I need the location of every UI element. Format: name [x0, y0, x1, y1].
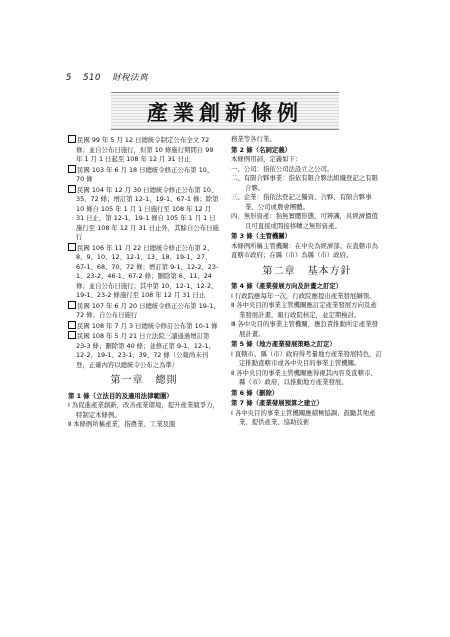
article-heading: 第 7 條（產業發展預算之建立）: [231, 399, 323, 407]
definition-item: 三、企業：指依法登記之獨資、合夥、有限合夥事業、公司或農會團體。: [231, 193, 372, 211]
article-paragraph: Ⅱ 本條例所稱產業，指農業、工業及服: [68, 420, 176, 428]
right-column: [231, 135, 383, 428]
paragraph-marker-icon: Ⅰ: [231, 349, 233, 358]
history-entry: 民國 107 年 6 月 20 日總統令修正公布第 19-1、72 條；自公布日施行: [68, 301, 220, 321]
checkbox-icon: [68, 321, 76, 329]
checkbox-icon: [68, 165, 76, 173]
article-heading: 第 4 條（產業發展方向及計畫之訂定）: [231, 282, 343, 290]
left-column: [68, 135, 220, 430]
history-entry: 民國 103 年 6 月 18 日總統令修正公布第 10、70 條: [68, 165, 220, 185]
article-heading: 第 2 條（名詞定義）: [231, 145, 292, 154]
checkbox-icon: [68, 331, 76, 339]
article-paragraph: Ⅰ 各中央目的事業主管機關應積極協調、鼓勵其他產業，提供產業、協助技術: [231, 408, 376, 426]
history-entry: 民國 99 年 5 月 12 日總統令制定公布全文 72 條；並自公布日施行，但第 10 條施行期間自 99 年 1 月 1 日起至 108 年 12 月 31 日止: [68, 135, 220, 165]
article-paragraph: Ⅲ 各中央目的事業主管機關，應負責推動所定產業發展計畫。: [231, 320, 378, 338]
history-entry: 民國 108 年 7 月 3 日總統令修訂公布第 10-1 條: [68, 321, 220, 332]
article-paragraph: Ⅰ 行政院應每年一次，行政院應提出產業發展綱領。: [231, 291, 376, 300]
page-header: [66, 71, 148, 83]
definition-item: 二、有限合夥事業：指依有限合夥法組織登記之有限合夥。: [231, 174, 378, 192]
article-heading: 第 5 條（地方產業發展策略之訂定）: [231, 340, 336, 348]
definition-item: 一、公司：指依公司法設立之公司。: [231, 164, 334, 173]
article-heading: 第 3 條（主管機關）: [231, 232, 292, 240]
paragraph-marker-icon: Ⅰ: [68, 401, 70, 409]
history-entry: 民國 104 年 12 月 30 日總統令修正公布第 10、35、72 條；增訂第 12-1、19-1、67-1 條；除第 10 條自 105 年 1 月 1 日施行至 108 年 12 月 31 日止，第 12-1、19-1 條自 105 年 1 月 1 日施行至 108 年 12 月 31 日止外，其餘自公布日施行: [68, 185, 220, 243]
chapter-heading: 第一章 總則: [110, 375, 178, 386]
article-paragraph: 本條例所稱主管機關：在中央為經濟部；在直轄市為直轄市政府；在縣（市）為縣（市）政府。: [231, 241, 378, 259]
paragraph-marker-icon: Ⅱ: [68, 420, 72, 428]
checkbox-icon: [68, 185, 76, 193]
article-paragraph: Ⅰ 為促進產業創新，改善產業環境，提升產業競爭力，特制定本條例。: [68, 401, 219, 419]
article-heading: 第 6 條（刪除）: [231, 388, 279, 397]
definition-item: 四、無形資產：指無實體形態，可辨識，具經濟價值且可直接或間接移轉之無形資產。: [231, 212, 378, 230]
paragraph-marker-icon: Ⅲ: [231, 320, 236, 328]
checkbox-icon: [68, 243, 76, 251]
checkbox-icon: [68, 135, 76, 143]
paragraph-marker-icon: Ⅱ: [231, 368, 235, 377]
history-entry: 民國 108 年 5 月 21 日立法院三讀通過增訂第 23-3 條；刪除第 40 條；並修正第 9-1、12-1、12-2、19-1、23-1、39、72 條（公報尚未刊登，正確內容以總統令公布之為準）: [68, 331, 220, 370]
page-number: 5: [66, 73, 72, 83]
history-entry: 民國 106 年 11 月 22 日總統令修正公布第 2、8、9、10、12、12-1、13、18、19-1、27、67-1、68、70、72 條；增訂第 9-1、12-2、23-1、23-2、46-1、67-2 條；刪除第 6、11、24 條；並自公布日施行；其中第 10、12-1、12-2、19-1、23-2 條施行至 108 年 12 月 31 日止: [68, 243, 220, 301]
article-paragraph: Ⅱ 各中央目的事業主管機關應得視其內容及直轄市、縣（市）政府，以推動地方產業發展。: [231, 368, 377, 386]
article-paragraph: 務業等各行業。: [231, 135, 276, 143]
chapter-heading: 第二章 基本方針: [262, 265, 352, 277]
page-label: 510: [83, 73, 101, 83]
article-paragraph: Ⅱ 各中央目的事業主管機關應訂定產業發展方向及產業發展計畫，報行政院核定，並定期檢討。: [231, 301, 377, 319]
book-title: 財稅法典: [112, 73, 149, 83]
paragraph-marker-icon: Ⅰ: [231, 291, 233, 300]
paragraph-marker-icon: Ⅱ: [231, 301, 235, 309]
article-paragraph: Ⅰ 直轄市、縣（市）政府得考量地方產業發展特色，訂定推動直轄市或各中央目的事業主管機關。: [231, 349, 382, 367]
checkbox-icon: [68, 301, 76, 309]
article-paragraph: 本條例用詞，定義如下：: [231, 155, 302, 163]
title-banner: [111, 92, 339, 130]
paragraph-marker-icon: Ⅰ: [231, 408, 233, 417]
law-title: 產業創新條例: [147, 100, 303, 125]
article-heading: 第 1 條（立法目的及適用法律範圍）: [68, 391, 173, 400]
